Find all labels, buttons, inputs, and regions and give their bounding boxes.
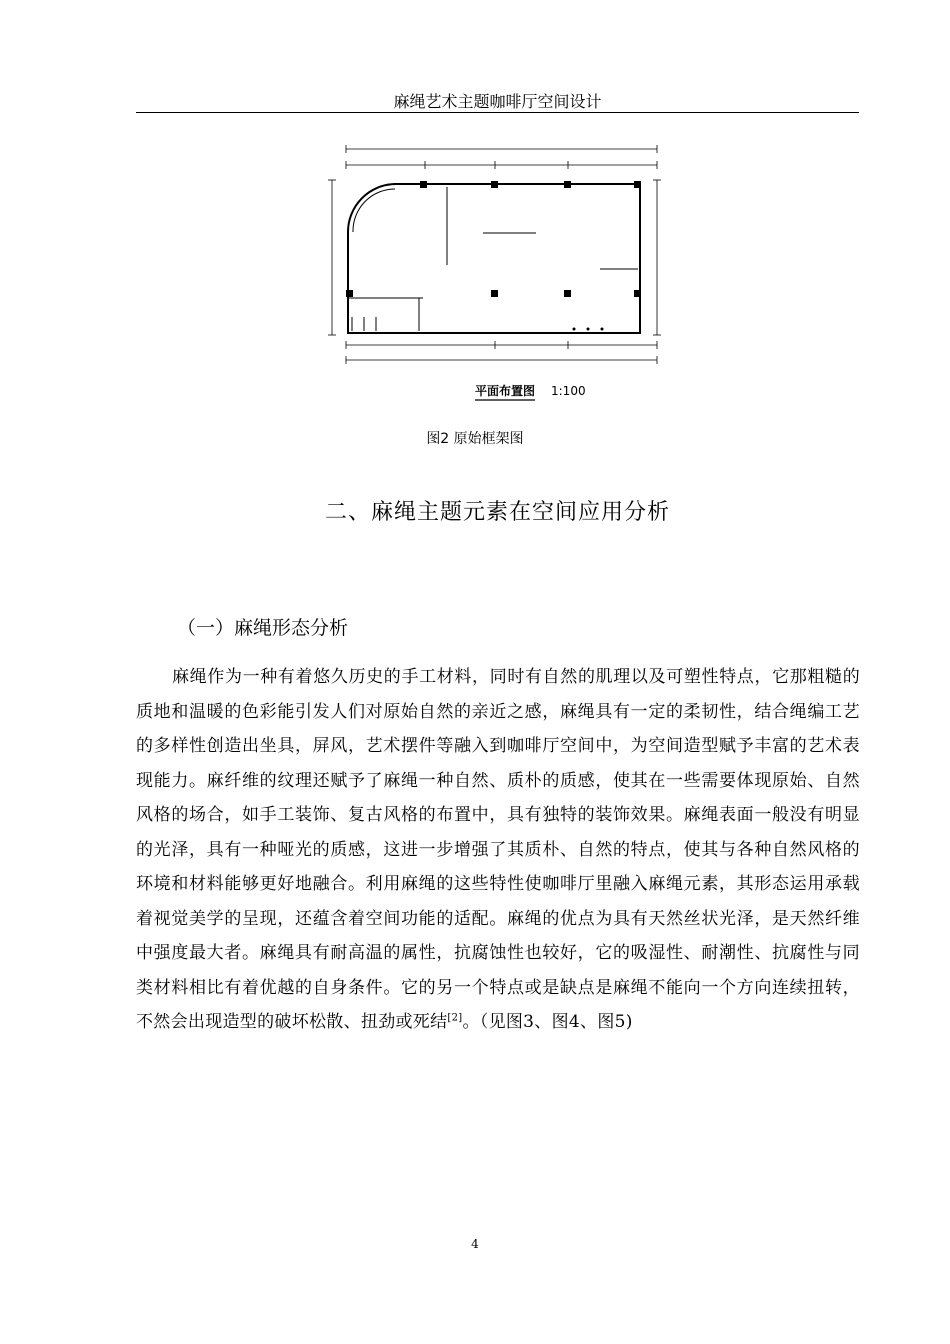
section-title: 二、麻绳主题元素在空间应用分析 xyxy=(324,500,670,525)
running-header: 麻绳艺术主题咖啡厅空间设计 xyxy=(393,92,602,111)
plan-scale: 1:100 xyxy=(551,384,586,398)
floor-plan-drawing xyxy=(320,135,670,415)
fixture-markers xyxy=(573,328,604,331)
structural-columns xyxy=(346,181,641,297)
header-rule xyxy=(136,112,859,113)
subsection-title: （一）麻绳形态分析 xyxy=(177,617,349,639)
paragraph-tail: 。（见图3、图4、图5) xyxy=(462,1012,633,1032)
outer-walls xyxy=(348,184,640,333)
inner-walls xyxy=(348,187,638,331)
figure-caption: 图2 原始框架图 xyxy=(426,431,524,447)
paragraph-text: 麻绳作为一种有着悠久历史的手工材料，同时有自然的肌理以及可塑性特点，它那粗糙的质地和温暖的色彩能引发人们对原始自然的亲近之感，麻绳具有一定的柔韧性，结合绳编工艺的多样性创造出坐具，屏风，艺术摆件等融入到咖啡厅空间中，为空间造型赋予丰富的艺术表现能力。麻纤维的纹理还赋予了麻绳一种自然、质朴的质感，使其在一些需要体现原始、自然风格的场合，如手工装饰、复古风格的布置中，具有独特的装饰效果。麻绳表面一般没有明显的光泽，具有一种哑光的质感，这进一步增强了其质朴、自然的特点，使其与各种自然风格的环境和材料能够更好地融合。利用麻绳的这些特性使咖啡厅里融入麻绳元素，其形态运用承载着视觉美学的呈现，还蕴含着空间功能的适配。麻绳的优点为具有天然丝状光泽，是天然纤维中强度最大者。麻绳具有耐高温的属性，抗腐蚀性也较好，它的吸湿性、耐潮性、抗腐性与同类材料相比有着优越的自身条件。它的另一个特点或是缺点是麻绳不能向一个方向连续扭转，不然会出现造型的破坏松散、扭劲或死结 xyxy=(136,667,860,1032)
plan-label: 平面布置图 xyxy=(475,384,536,398)
citation-marker[interactable]: [2] xyxy=(447,1012,463,1024)
dimension-lines xyxy=(328,145,661,364)
body-paragraph xyxy=(136,660,860,1040)
page-number: 4 xyxy=(471,1237,479,1251)
